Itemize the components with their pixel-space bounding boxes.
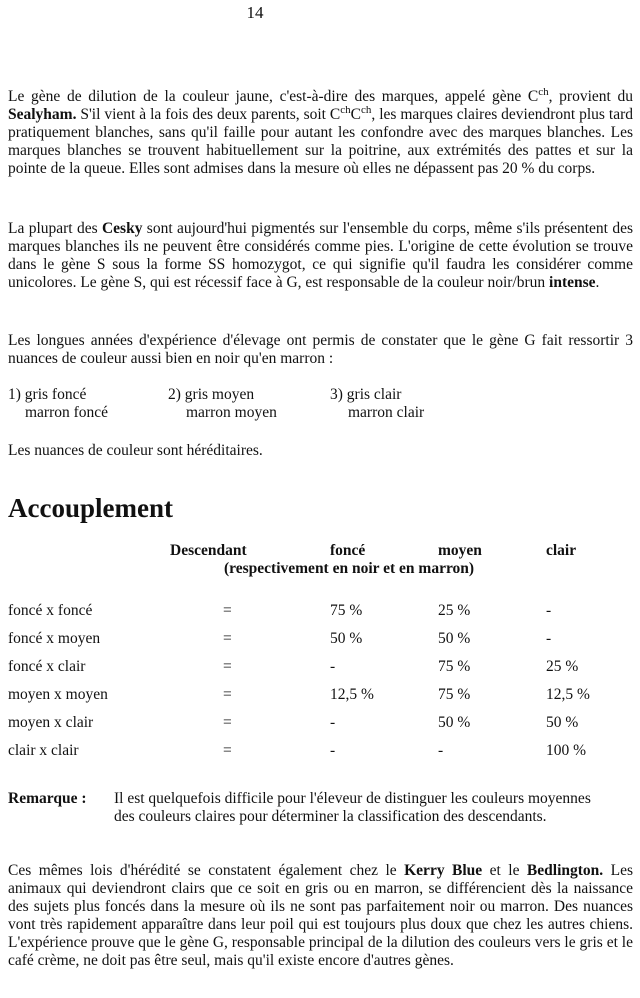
paragraph-cesky: La plupart des Cesky sont aujourd'hui pigmentés sur l'ensemble du corps, même s'ils présentent des marques blanches ils ne peuvent être considérés comme pies. L'origine de cette évolution se trouve dans le gène S sous la forme SS homozygot, ce qui signifie qu'il faudra les considérer comme unicolores. Le gène S, qui est récessif face à G, est responsable de la couleur noir/brun intense.: [8, 220, 634, 291]
table-row: moyen x clair = - 50 % 50 %: [8, 714, 579, 731]
breed-kerry-blue: Kerry Blue: [404, 862, 483, 879]
breed-bedlington: Bedlington.: [526, 862, 604, 879]
remark-block: [8, 790, 633, 850]
column-header-descendant: Descendant: [170, 542, 247, 559]
column-header-subtitle: (respectivement en noir et en marron): [224, 560, 475, 577]
nuance-item: 3) gris clair marron clair: [330, 386, 425, 421]
paragraph-experience: Les longues années d'expérience d'élevage ont permis de constater que le gène G fait ressortir 3 nuances de couleur aussi bien en noir qu'en marron :: [8, 332, 633, 367]
table-row: clair x clair = - - 100 %: [8, 742, 587, 759]
nuance-item: 2) gris moyen marron moyen: [168, 386, 277, 421]
remark-label: Remarque :: [8, 790, 87, 807]
breed-sealyham: Sealyham.: [8, 106, 77, 123]
section-heading-accouplement: Accouplement: [8, 493, 173, 523]
table-row: foncé x foncé = 75 % 25 % -: [8, 602, 552, 619]
table-row: moyen x moyen = 12,5 % 75 % 12,5 %: [8, 686, 590, 703]
paragraph-hereditary: Les nuances de couleur sont héréditaires.: [8, 442, 263, 459]
column-header-clair: clair: [546, 542, 577, 559]
breed-cesky: Cesky: [101, 220, 143, 237]
table-row: foncé x clair = - 75 % 25 %: [8, 658, 579, 675]
paragraph-dilution-gene: Le gène de dilution de la couleur jaune, c'est-à-dire des marques, appelé gène $C^{ch}$, provient du Sealyham. S'il vient à la fois des deux parents, soit $C^{ch}C^{ch}$, les marques claires deviendront plus tard pratiquement blanches, sans qu'il faille pour autant les confondre avec des marques blanches. Les marques blanches se trouvent habituellement sur la poitrine, aux extrémités des pattes et sur la pointe de la queue. Elles sont admises dans la mesure où elles ne dépassent pas 20 % du corps.: [8, 85, 633, 177]
remark-text: Il est quelquefois difficile pour l'éleveur de distinguer les couleurs moyennes des couleurs claires pour déterminer la classification des descendants.: [114, 790, 591, 825]
paragraph-kerry-blue: Ces mêmes lois d'hérédité se constatent également chez le Kerry Blue et le Bedlington. Les animaux qui deviendront clairs que ce soit en gris ou en marron, se différencient dès la naissance des sujets plus foncés dans la mesure où ils ne sont pas parfaitement noir ou marron. Des nuances vont très rapidement apparaître dans leur poil qui est toujours plus doux que chez les autres chiens. L'expérience prouve que le gène G, responsable principal de la dilution des couleurs vers le gris et le café crème, ne doit pas être seul, mais qu'il existe encore d'autres gènes.: [8, 862, 633, 969]
nuance-item: 1) gris foncé marron foncé: [8, 386, 109, 421]
table-row: foncé x moyen = 50 % 50 % -: [8, 630, 552, 647]
column-header-moyen: moyen: [438, 542, 482, 559]
page-number: 14: [246, 3, 264, 22]
intense-word: intense: [549, 274, 596, 291]
nuance-list: [8, 386, 633, 426]
column-header-fonce: foncé: [330, 542, 366, 559]
